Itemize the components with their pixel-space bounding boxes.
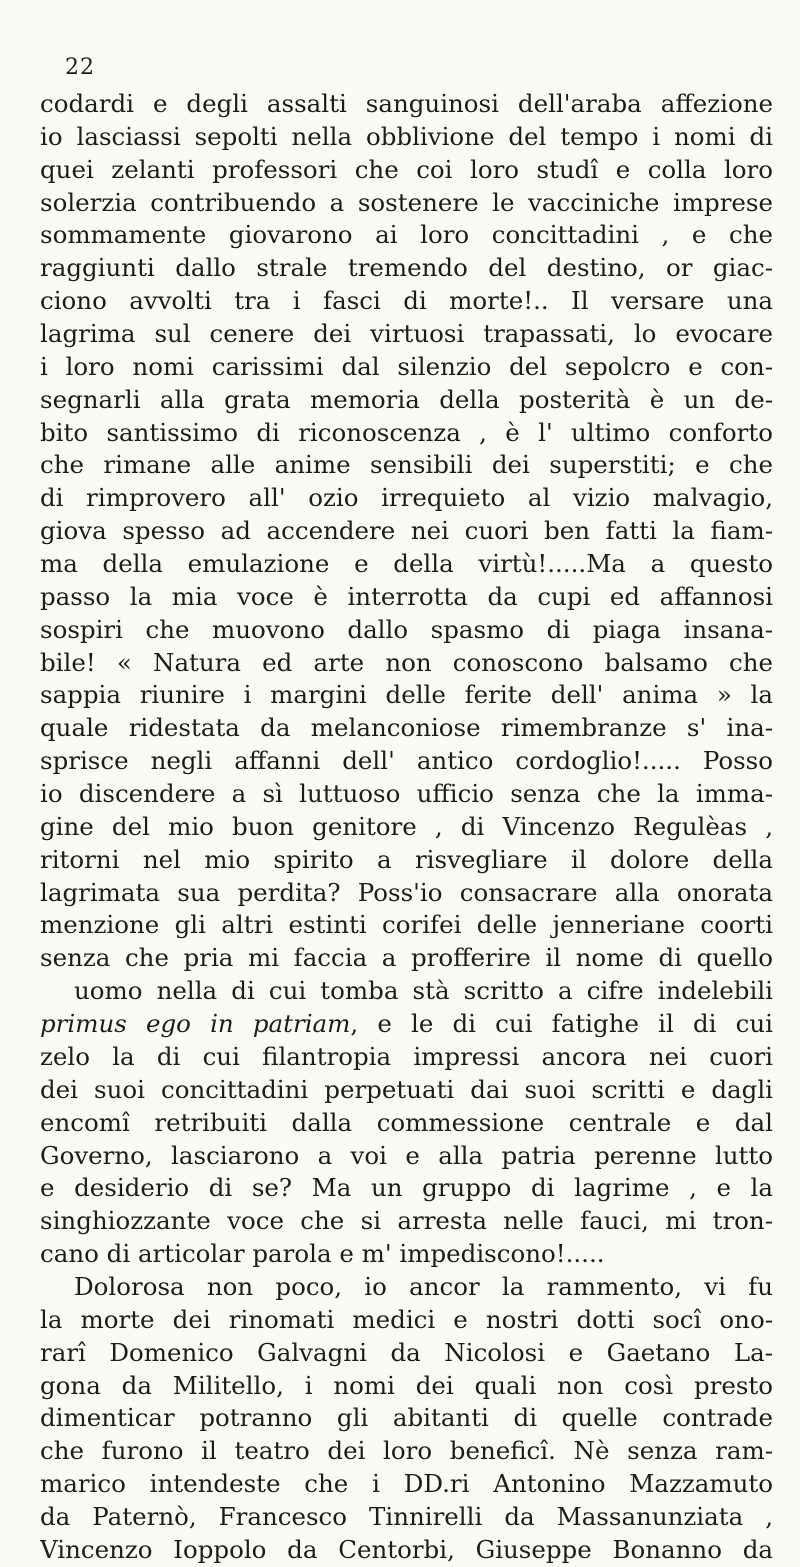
text-line: rarî Domenico Galvagni da Nicolosi e Gaetano La- (40, 1337, 773, 1367)
text-line: io discendere a sì luttuoso ufficio senza che la imma- (40, 779, 773, 809)
text-line: e desiderio di se? Ma un gruppo di lagrime , e la (40, 1173, 773, 1203)
text-line: i loro nomi carissimi dal silenzio del sepolcro e con- (40, 351, 773, 381)
text-line: menzione gli altri estinti corifei delle jenneriane coorti (40, 910, 773, 940)
text-line: gona da Militello, i nomi dei quali non così presto (40, 1370, 773, 1400)
text-line: Dolorosa non poco, io ancor la rammento, vi fu (74, 1271, 773, 1301)
text-line: dimenticar potranno gli abitanti di quelle contrade (40, 1403, 773, 1433)
text-line: che furono il teatro dei loro beneficî. Nè senza ram- (40, 1436, 773, 1466)
text-line: bito santissimo di riconoscenza , è l' ultimo conforto (40, 417, 773, 447)
text-line: ma della emulazione e della virtù!.....Ma a questo (40, 549, 773, 579)
text-line: raggiunti dallo strale tremendo del destino, or giac- (40, 253, 773, 283)
text-line: passo la mia voce è interrotta da cupi ed affannosi (40, 581, 773, 611)
text-line: singhiozzante voce che si arresta nelle fauci, mi tron- (40, 1206, 773, 1236)
text-line: uomo nella di cui tomba stà scritto a cifre indelebili (74, 976, 773, 1006)
text-line: lagrimata sua perdita? Poss'io consacrare alla onorata (40, 877, 773, 907)
text-line: da Paternò, Francesco Tinnirelli da Massanunziata , (40, 1501, 773, 1531)
text-line: sprisce negli affanni dell' antico cordoglio!..... Posso (40, 746, 773, 776)
text-line: Governo, lasciarono a voi e alla patria perenne lutto (40, 1140, 773, 1170)
text-line: sappia riunire i margini delle ferite dell' anima » la (40, 680, 773, 710)
text-line: che rimane alle anime sensibili dei superstiti; e che (40, 450, 773, 480)
text-line: quale ridestata da melanconiose rimembranze s' ina- (40, 713, 773, 743)
text-line: marico intendeste che i DD.ri Antonino Mazzamuto (40, 1469, 773, 1499)
text-line: encomî retribuiti dalla commessione centrale e dal (40, 1107, 773, 1137)
text-line: la morte dei rinomati medici e nostri dotti socî ono- (40, 1304, 773, 1334)
text-line: dei suoi concittadini perpetuati dai suoi scritti e dagli (40, 1074, 773, 1104)
text-line: gine del mio buon genitore , di Vincenzo Regulèas , (40, 811, 773, 841)
text-line: zelo la di cui filantropia impressi ancora nei cuori (40, 1041, 773, 1071)
text-line: lagrima sul cenere dei virtuosi trapassati, lo evocare (40, 319, 773, 349)
text-line: codardi e degli assalti sanguinosi dell'araba affezione (40, 89, 773, 118)
text-line: cano di articolar parola e m' impediscono!..... (40, 1239, 605, 1269)
text-line-with-italic: primus ego in patriam, e le di cui fatighe il di cui (40, 1009, 773, 1039)
text-line: quei zelanti professori che coi loro studî e colla loro (40, 154, 773, 184)
text-line: sospiri che muovono dallo spasmo di piaga insana- (40, 614, 773, 644)
text-line: sommamente giovarono ai loro concittadini , e che (40, 220, 773, 250)
body-text (40, 88, 773, 1567)
text-line: io lasciassi sepolti nella obblivione del tempo i nomi di (40, 121, 773, 151)
text-line: solerzia contribuendo a sostenere le vacciniche imprese (40, 187, 773, 217)
text-line: ciono avvolti tra i fasci di morte!.. Il versare una (40, 286, 773, 316)
text-line: giova spesso ad accendere nei cuori ben fatti la fiam- (40, 516, 773, 546)
text-line: senza che pria mi faccia a profferire il nome di quello (40, 943, 773, 973)
page-number: 22 (65, 55, 95, 80)
text-line: di rimprovero all' ozio irrequieto al vizio malvagio, (40, 483, 773, 513)
text-line: Vincenzo Ioppolo da Centorbi, Giuseppe Bonanno da (40, 1534, 773, 1564)
text-line: ritorni nel mio spirito a risvegliare il dolore della (40, 844, 773, 874)
text-line: bile! « Natura ed arte non conoscono balsamo che (40, 647, 773, 677)
italic-phrase: primus ego in patriam (40, 1009, 351, 1039)
text-line: segnarli alla grata memoria della posterità è un de- (40, 384, 773, 414)
